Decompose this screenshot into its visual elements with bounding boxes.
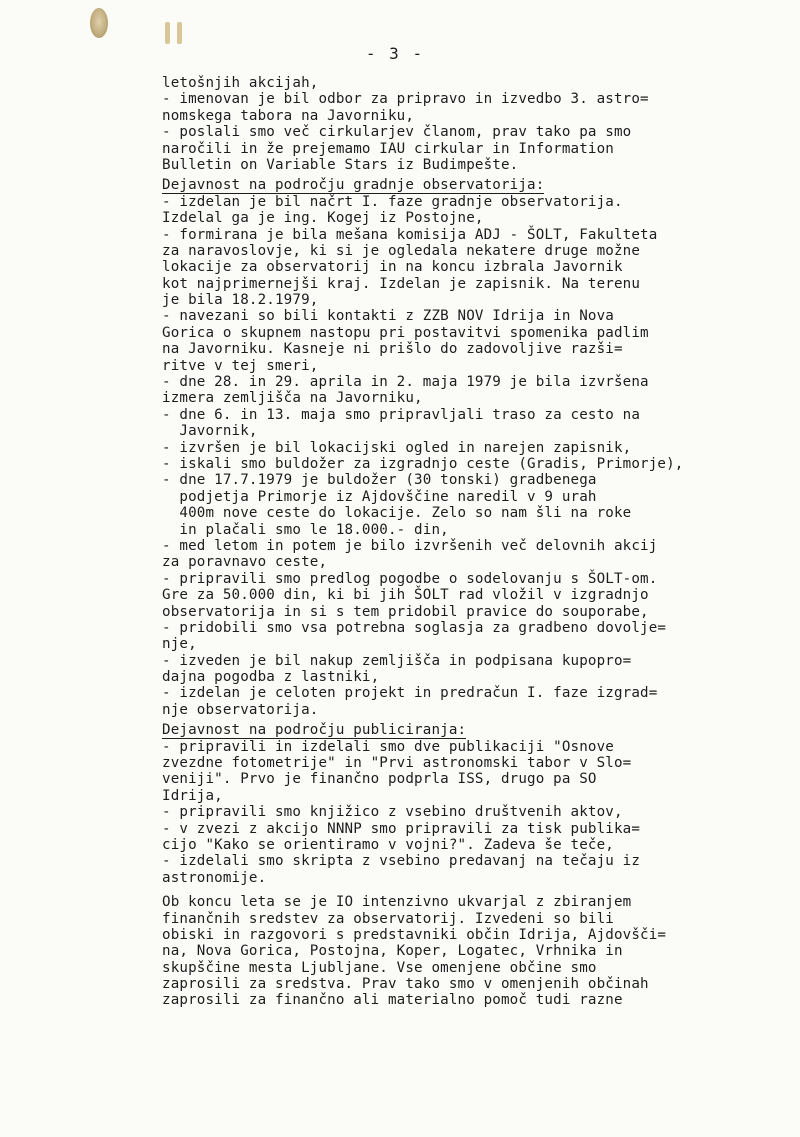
text-line: Bulletin on Variable Stars iz Budimpešte. [162, 156, 519, 173]
text-line: finančnih sredstev za observatorij. Izvedeni so bili [162, 910, 614, 927]
punch-hole-mark [90, 8, 108, 38]
text-line: za poravnavo ceste, [162, 554, 328, 571]
text-line: 400m nove ceste do lokacije. Zelo so nam šli na roke [162, 505, 632, 522]
text-line: - izdelan je bil načrt I. faze gradnje observatorija. [162, 193, 623, 210]
text-line: - imenovan je bil odbor za pripravo in izvedbo 3. astro= [162, 91, 649, 108]
section-heading [162, 722, 787, 738]
text-line: nje, [162, 636, 197, 653]
text-block [162, 194, 787, 719]
text-line: Javornik, [162, 423, 258, 440]
section-heading-text: Dejavnost na področju publiciranja: [162, 722, 467, 739]
section-heading-text: Dejavnost na področju gradnje observatorija: [162, 177, 545, 194]
text-line: kot najprimernejši kraj. Izdelan je zapisnik. Na terenu [162, 275, 641, 292]
text-line: - v zvezi z akcijo NNNP smo pripravili za tisk publika= [162, 820, 641, 837]
text-line: - poslali smo več cirkularjev članom, prav tako pa smo [162, 124, 632, 141]
text-line: za naravoslovje, ki si je ogledala nekatere druge možne [162, 242, 641, 259]
text-line: zaprosili za finančno ali materialno pomoč tudi razne [162, 992, 623, 1009]
text-line: cijo "Kako se orientiramo v vojni?". Zadeva še teče, [162, 836, 614, 853]
text-line: - pridobili smo vsa potrebna soglasja za gradbeno dovolje= [162, 619, 667, 636]
text-line: astronomije. [162, 869, 267, 886]
paragraph-gap [162, 886, 787, 894]
text-line: Idrija, [162, 787, 223, 804]
text-block [162, 894, 787, 1009]
text-line: - dne 17.7.1979 je buldožer (30 tonski) gradbenega [162, 472, 597, 489]
text-line: - pripravili in izdelali smo dve publikaciji "Osnove [162, 738, 614, 755]
text-line: podjetja Primorje iz Ajdovščine naredil v 9 urah [162, 488, 597, 505]
text-line: observatorija in si s tem pridobil pravice do souporabe, [162, 603, 649, 620]
text-line: je bila 18.2.1979, [162, 292, 319, 309]
text-line: - izvršen je bil lokacijski ogled in narejen zapisnik, [162, 439, 632, 456]
text-line: zvezdne fotometrije" in "Prvi astronomski tabor v Slo= [162, 755, 632, 772]
text-line: - pripravili smo knjižico z vsebino društvenih aktov, [162, 804, 623, 821]
text-line: naročili in že prejemamo IAU cirkular in Information [162, 140, 614, 157]
text-line: - formirana je bila mešana komisija ADJ - ŠOLT, Fakulteta [162, 226, 658, 243]
text-line: - dne 6. in 13. maja smo pripravljali traso za cesto na [162, 406, 641, 423]
text-line: lokacije za observatorij in na koncu izbrala Javornik [162, 259, 623, 276]
text-line: skupščine mesta Ljubljane. Vse omenjene občine smo [162, 959, 597, 976]
document-body [162, 75, 787, 1009]
text-line: na, Nova Gorica, Postojna, Koper, Logatec, Vrhnika in [162, 943, 623, 960]
text-line: letošnjih akcijah, [162, 75, 319, 91]
text-line: ritve v tej smeri, [162, 357, 319, 374]
text-line: - izdelali smo skripta z vsebino predavanj na tečaju iz [162, 853, 641, 870]
text-line: zaprosili za sredstva. Prav tako smo v omenjenih občinah [162, 976, 649, 993]
text-line: obiski in razgovori s predstavniki občin Idrija, Ajdovšči= [162, 926, 667, 943]
text-line: - iskali smo buldožer za izgradnjo ceste (Gradis, Primorje), [162, 455, 684, 472]
text-line: Gre za 50.000 din, ki bi jih ŠOLT rad vložil v izgradnjo [162, 587, 649, 604]
page-number: - 3 - [365, 44, 425, 63]
text-line: izmera zemljišča na Javorniku, [162, 390, 423, 407]
text-line: veniji". Prvo je finančno podprla ISS, drugo pa SO [162, 771, 597, 788]
text-line: - izveden je bil nakup zemljišča in podpisana kupopro= [162, 652, 632, 669]
text-line: Izdelal ga je ing. Kogej iz Postojne, [162, 210, 484, 227]
section-heading [162, 177, 787, 193]
text-block [162, 739, 787, 887]
text-line: Ob koncu leta se je IO intenzivno ukvarjal z zbiranjem [162, 894, 632, 911]
text-line: in plačali smo le 18.000.- din, [162, 521, 449, 538]
text-line: - dne 28. in 29. aprila in 2. maja 1979 je bila izvršena [162, 374, 649, 391]
text-block [162, 75, 787, 173]
staple-mark [163, 22, 187, 46]
text-line: dajna pogodba z lastniki, [162, 669, 380, 686]
text-line: - navezani so bili kontakti z ZZB NOV Idrija in Nova [162, 308, 614, 325]
text-line: - med letom in potem je bilo izvršenih več delovnih akcij [162, 537, 658, 554]
text-line: - izdelan je celoten projekt in predračun I. faze izgrad= [162, 685, 658, 702]
text-line: nje observatorija. [162, 701, 319, 718]
text-line: - pripravili smo predlog pogodbe o sodelovanju s ŠOLT-om. [162, 570, 658, 587]
text-line: nomskega tabora na Javorniku, [162, 107, 415, 124]
text-line: Gorica o skupnem nastopu pri postavitvi spomenika padlim [162, 324, 649, 341]
text-line: na Javorniku. Kasneje ni prišlo do zadovoljive razši= [162, 341, 623, 358]
